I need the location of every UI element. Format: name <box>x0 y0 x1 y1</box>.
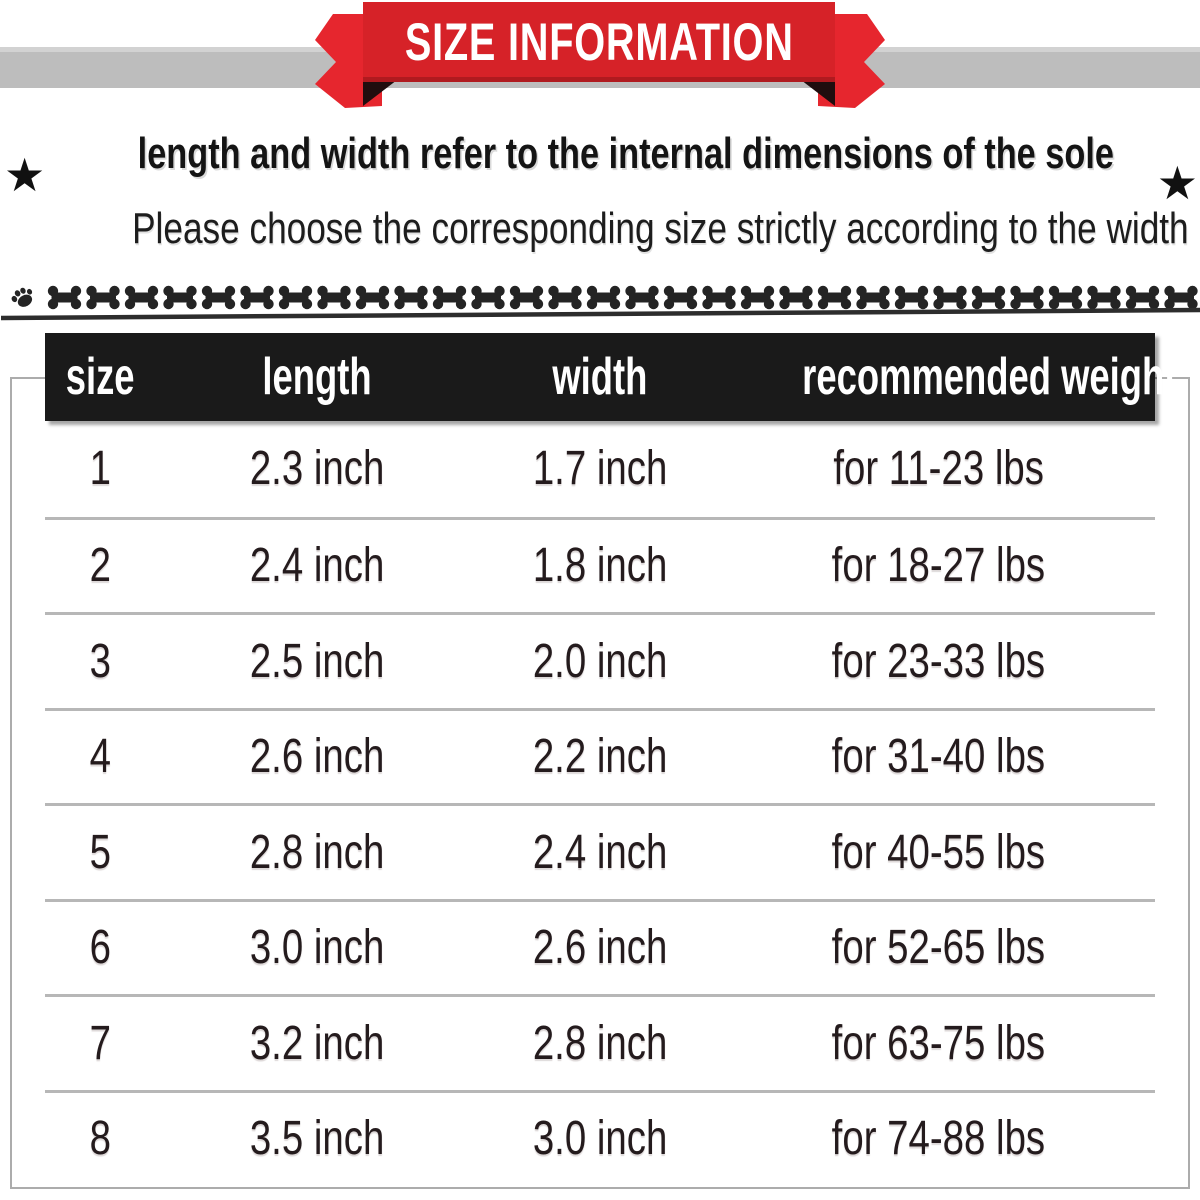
banner-title <box>363 2 835 82</box>
cell-length: 2.6 inch <box>249 730 385 784</box>
cell-length: 3.2 inch <box>249 1016 385 1070</box>
cell-length: 2.3 inch <box>249 442 385 496</box>
cell-width: 3.0 inch <box>532 1112 668 1166</box>
cell-weight: for 52-65 lbs <box>831 921 1046 975</box>
cell-width: 2.0 inch <box>532 634 668 688</box>
cell-size: 2 <box>89 539 112 593</box>
note-line-2 <box>0 203 1200 255</box>
cell-length: 2.4 inch <box>249 539 385 593</box>
cell-weight: for 23-33 lbs <box>831 634 1046 688</box>
cell-length: 3.0 inch <box>249 921 385 975</box>
note-line-1-text: length and width refer to the internal dimensions of the sole <box>137 129 1114 178</box>
col-header-size-text: size <box>66 348 135 406</box>
cell-length: 2.8 inch <box>249 825 385 879</box>
cell-size: 1 <box>89 442 112 496</box>
cell-size: 3 <box>89 634 112 688</box>
cell-size: 6 <box>89 921 112 975</box>
banner-title-text: SIZE INFORMATION <box>404 12 794 72</box>
col-header-weight-text: recommended weight <box>802 348 1177 406</box>
note-line-2-text: Please choose the corresponding size strictly according to the width <box>132 204 1189 253</box>
table-row <box>45 612 1155 708</box>
cell-weight: for 63-75 lbs <box>831 1016 1046 1070</box>
table-row <box>45 517 1155 613</box>
table-row <box>45 899 1155 995</box>
table-row <box>45 994 1155 1090</box>
size-table-header <box>45 333 1177 421</box>
size-table-rows <box>45 421 1155 1185</box>
cell-size: 8 <box>89 1112 112 1166</box>
table-row <box>45 1090 1155 1186</box>
cell-length: 3.5 inch <box>249 1112 385 1166</box>
table-row <box>45 803 1155 899</box>
table-row <box>45 421 1155 517</box>
col-header-size <box>45 347 156 407</box>
star-icon-left: ★ <box>4 149 46 201</box>
col-header-length-text: length <box>262 348 372 406</box>
col-header-width-text: width <box>552 348 648 406</box>
note-line-1 <box>0 128 1200 180</box>
cell-width: 2.8 inch <box>532 1016 668 1070</box>
paw-print-icon <box>9 284 37 311</box>
cell-width: 1.7 inch <box>532 442 668 496</box>
table-row <box>45 708 1155 804</box>
cell-length: 2.5 inch <box>249 634 385 688</box>
cell-size: 5 <box>89 825 112 879</box>
cell-width: 2.6 inch <box>532 921 668 975</box>
cell-weight: for 18-27 lbs <box>831 539 1046 593</box>
cell-weight: for 31-40 lbs <box>831 730 1046 784</box>
col-header-length <box>156 347 478 407</box>
cell-weight: for 74-88 lbs <box>831 1112 1046 1166</box>
col-header-weight <box>722 347 1177 407</box>
cell-width: 2.2 inch <box>532 730 668 784</box>
col-header-width <box>478 347 722 407</box>
cell-size: 7 <box>89 1016 112 1070</box>
cell-width: 1.8 inch <box>532 539 668 593</box>
cell-weight: for 40-55 lbs <box>831 825 1046 879</box>
star-icon-right: ★ <box>1156 157 1198 209</box>
cell-weight: for 11-23 lbs <box>833 442 1044 496</box>
cell-width: 2.4 inch <box>532 825 668 879</box>
cell-size: 4 <box>89 730 112 784</box>
